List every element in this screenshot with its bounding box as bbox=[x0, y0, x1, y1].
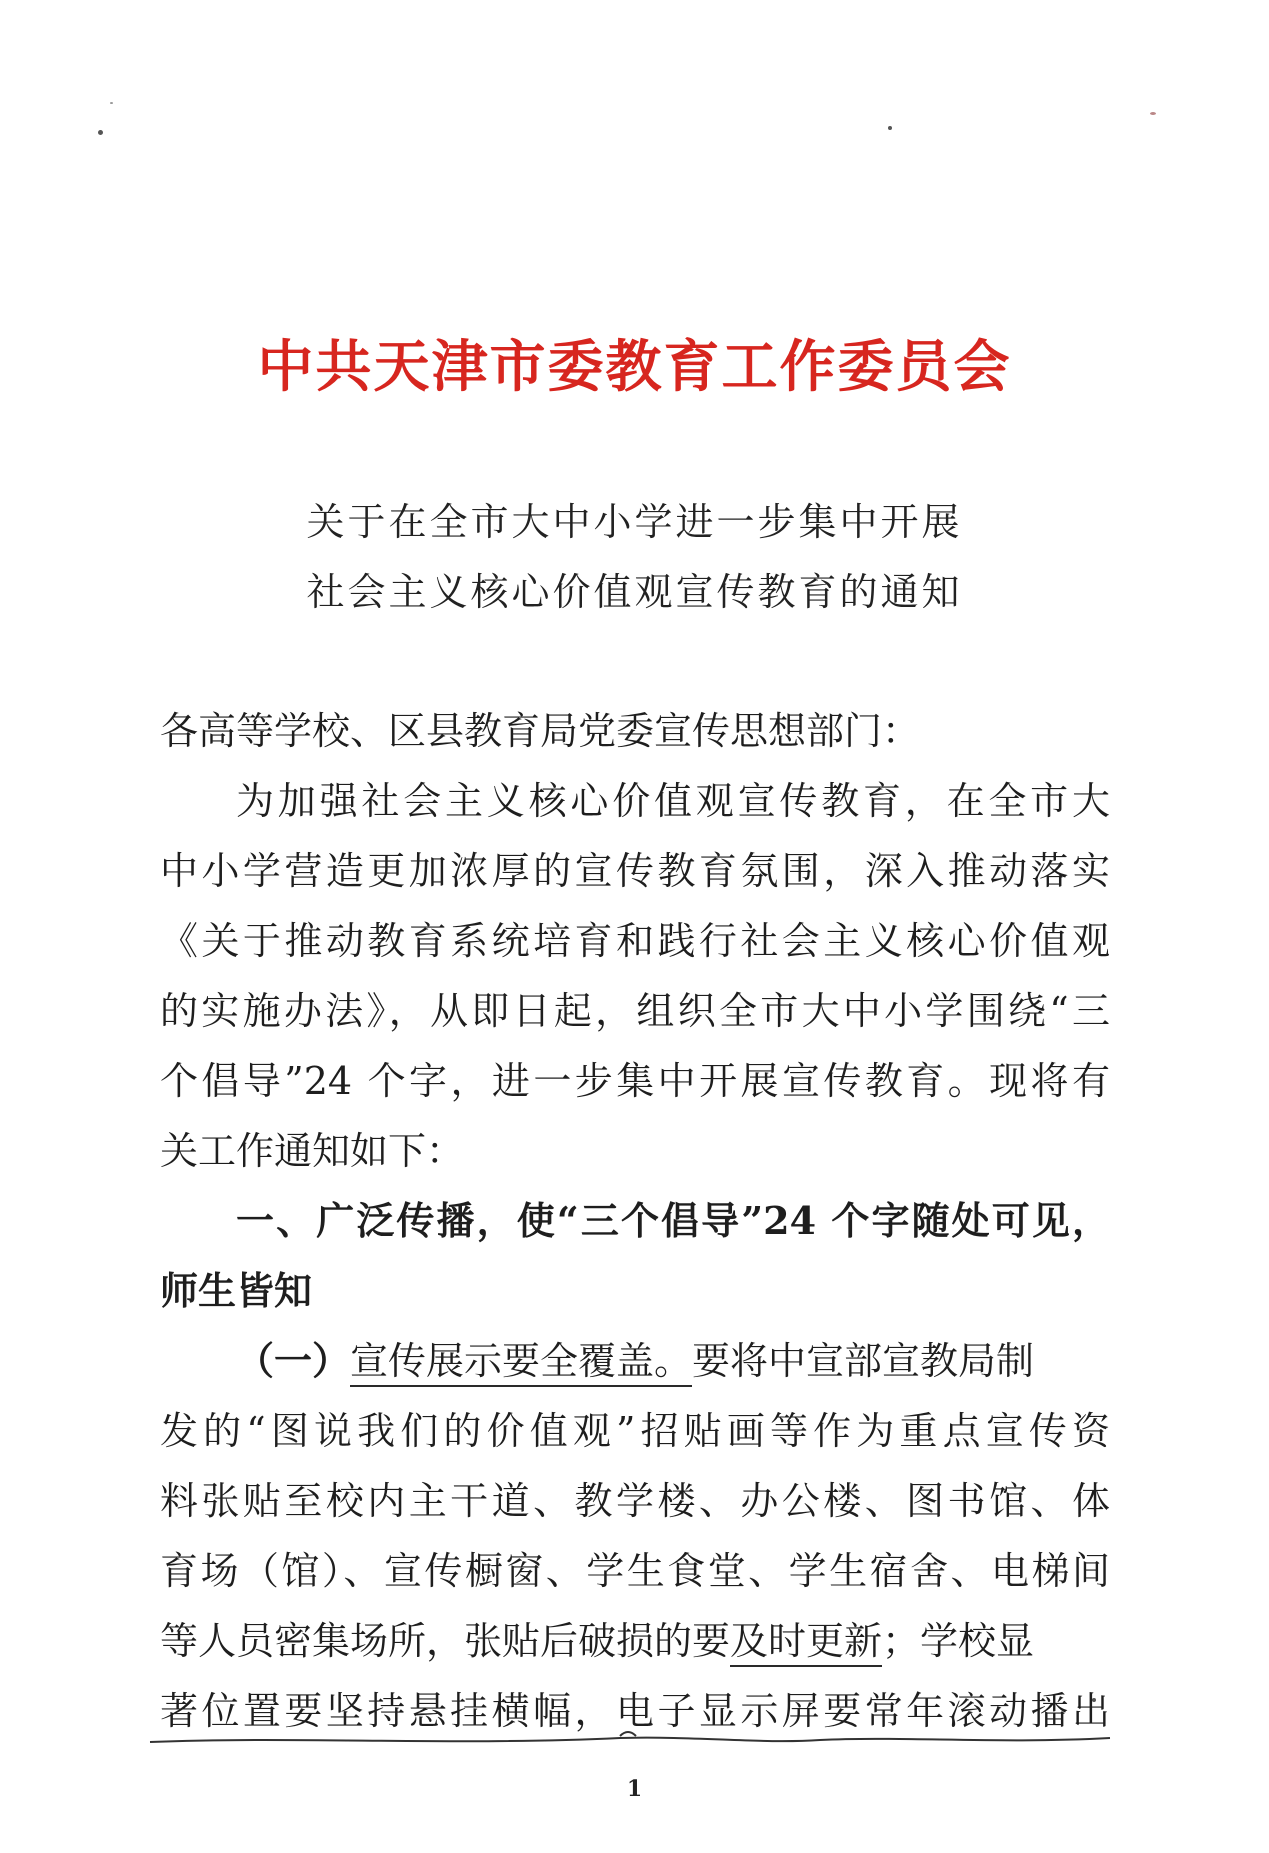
subsection-title: 宣传展示要全覆盖。 bbox=[350, 1339, 692, 1387]
body-line-4-pre: 等人员密集场所，张贴后破损的要 bbox=[160, 1619, 731, 1663]
subsection-number: （一） bbox=[236, 1338, 351, 1383]
intro-line-1: 为加强社会主义核心价值观宣传教育，在全市大 bbox=[236, 779, 1110, 823]
body-line-1: 发的“图说我们的价值观”招贴画等作为重点宣传资 bbox=[160, 1409, 1110, 1453]
section-heading-line-1: 一、广泛传播，使“三个倡导”24 个字随处可见， bbox=[236, 1198, 1110, 1243]
intro-line-2: 中小学营造更加浓厚的宣传教育氛围，深入推动落实 bbox=[160, 849, 1110, 893]
intro-line-5: 个倡导”24 个字，进一步集中开展宣传教育。现将有 bbox=[160, 1059, 1110, 1103]
salutation: 各高等学校、区县教育局党委宣传思想部门： bbox=[160, 709, 921, 753]
pen-stroke bbox=[150, 1738, 1110, 1742]
intro-line-4: 的实施办法》，从即日起，组织全市大中小学围绕“三 bbox=[160, 989, 1110, 1033]
body-line-2: 料张贴至校内主干道、教学楼、办公楼、图书馆、体 bbox=[160, 1479, 1110, 1523]
page-number: 1 bbox=[626, 1776, 643, 1802]
intro-line-6: 关工作通知如下： bbox=[160, 1129, 465, 1173]
pen-loop bbox=[620, 1732, 636, 1736]
document-title-line-2: 社会主义核心价值观宣传教育的通知 bbox=[306, 570, 963, 614]
document-title-line-1: 关于在全市大中小学进一步集中开展 bbox=[306, 500, 963, 544]
intro-line-3: 《关于推动教育系统培育和践行社会主义核心价值观 bbox=[160, 919, 1110, 963]
letterhead-title: 中共天津市委教育工作委员会 bbox=[257, 335, 1012, 400]
body-line-3: 育场（馆）、宣传橱窗、学生食堂、学生宿舍、电梯间 bbox=[160, 1549, 1110, 1593]
section-heading-line-2: 师生皆知 bbox=[160, 1268, 313, 1313]
body-line-4-post: ；学校显 bbox=[882, 1619, 1035, 1663]
body-line-4-underlined: 及时更新 bbox=[730, 1619, 882, 1667]
body-line-5: 著位置要坚持悬挂横幅，电子显示屏要常年滚动播出 bbox=[160, 1689, 1110, 1733]
subsection-text: 要将中宣部宣教局制 bbox=[692, 1339, 1035, 1383]
